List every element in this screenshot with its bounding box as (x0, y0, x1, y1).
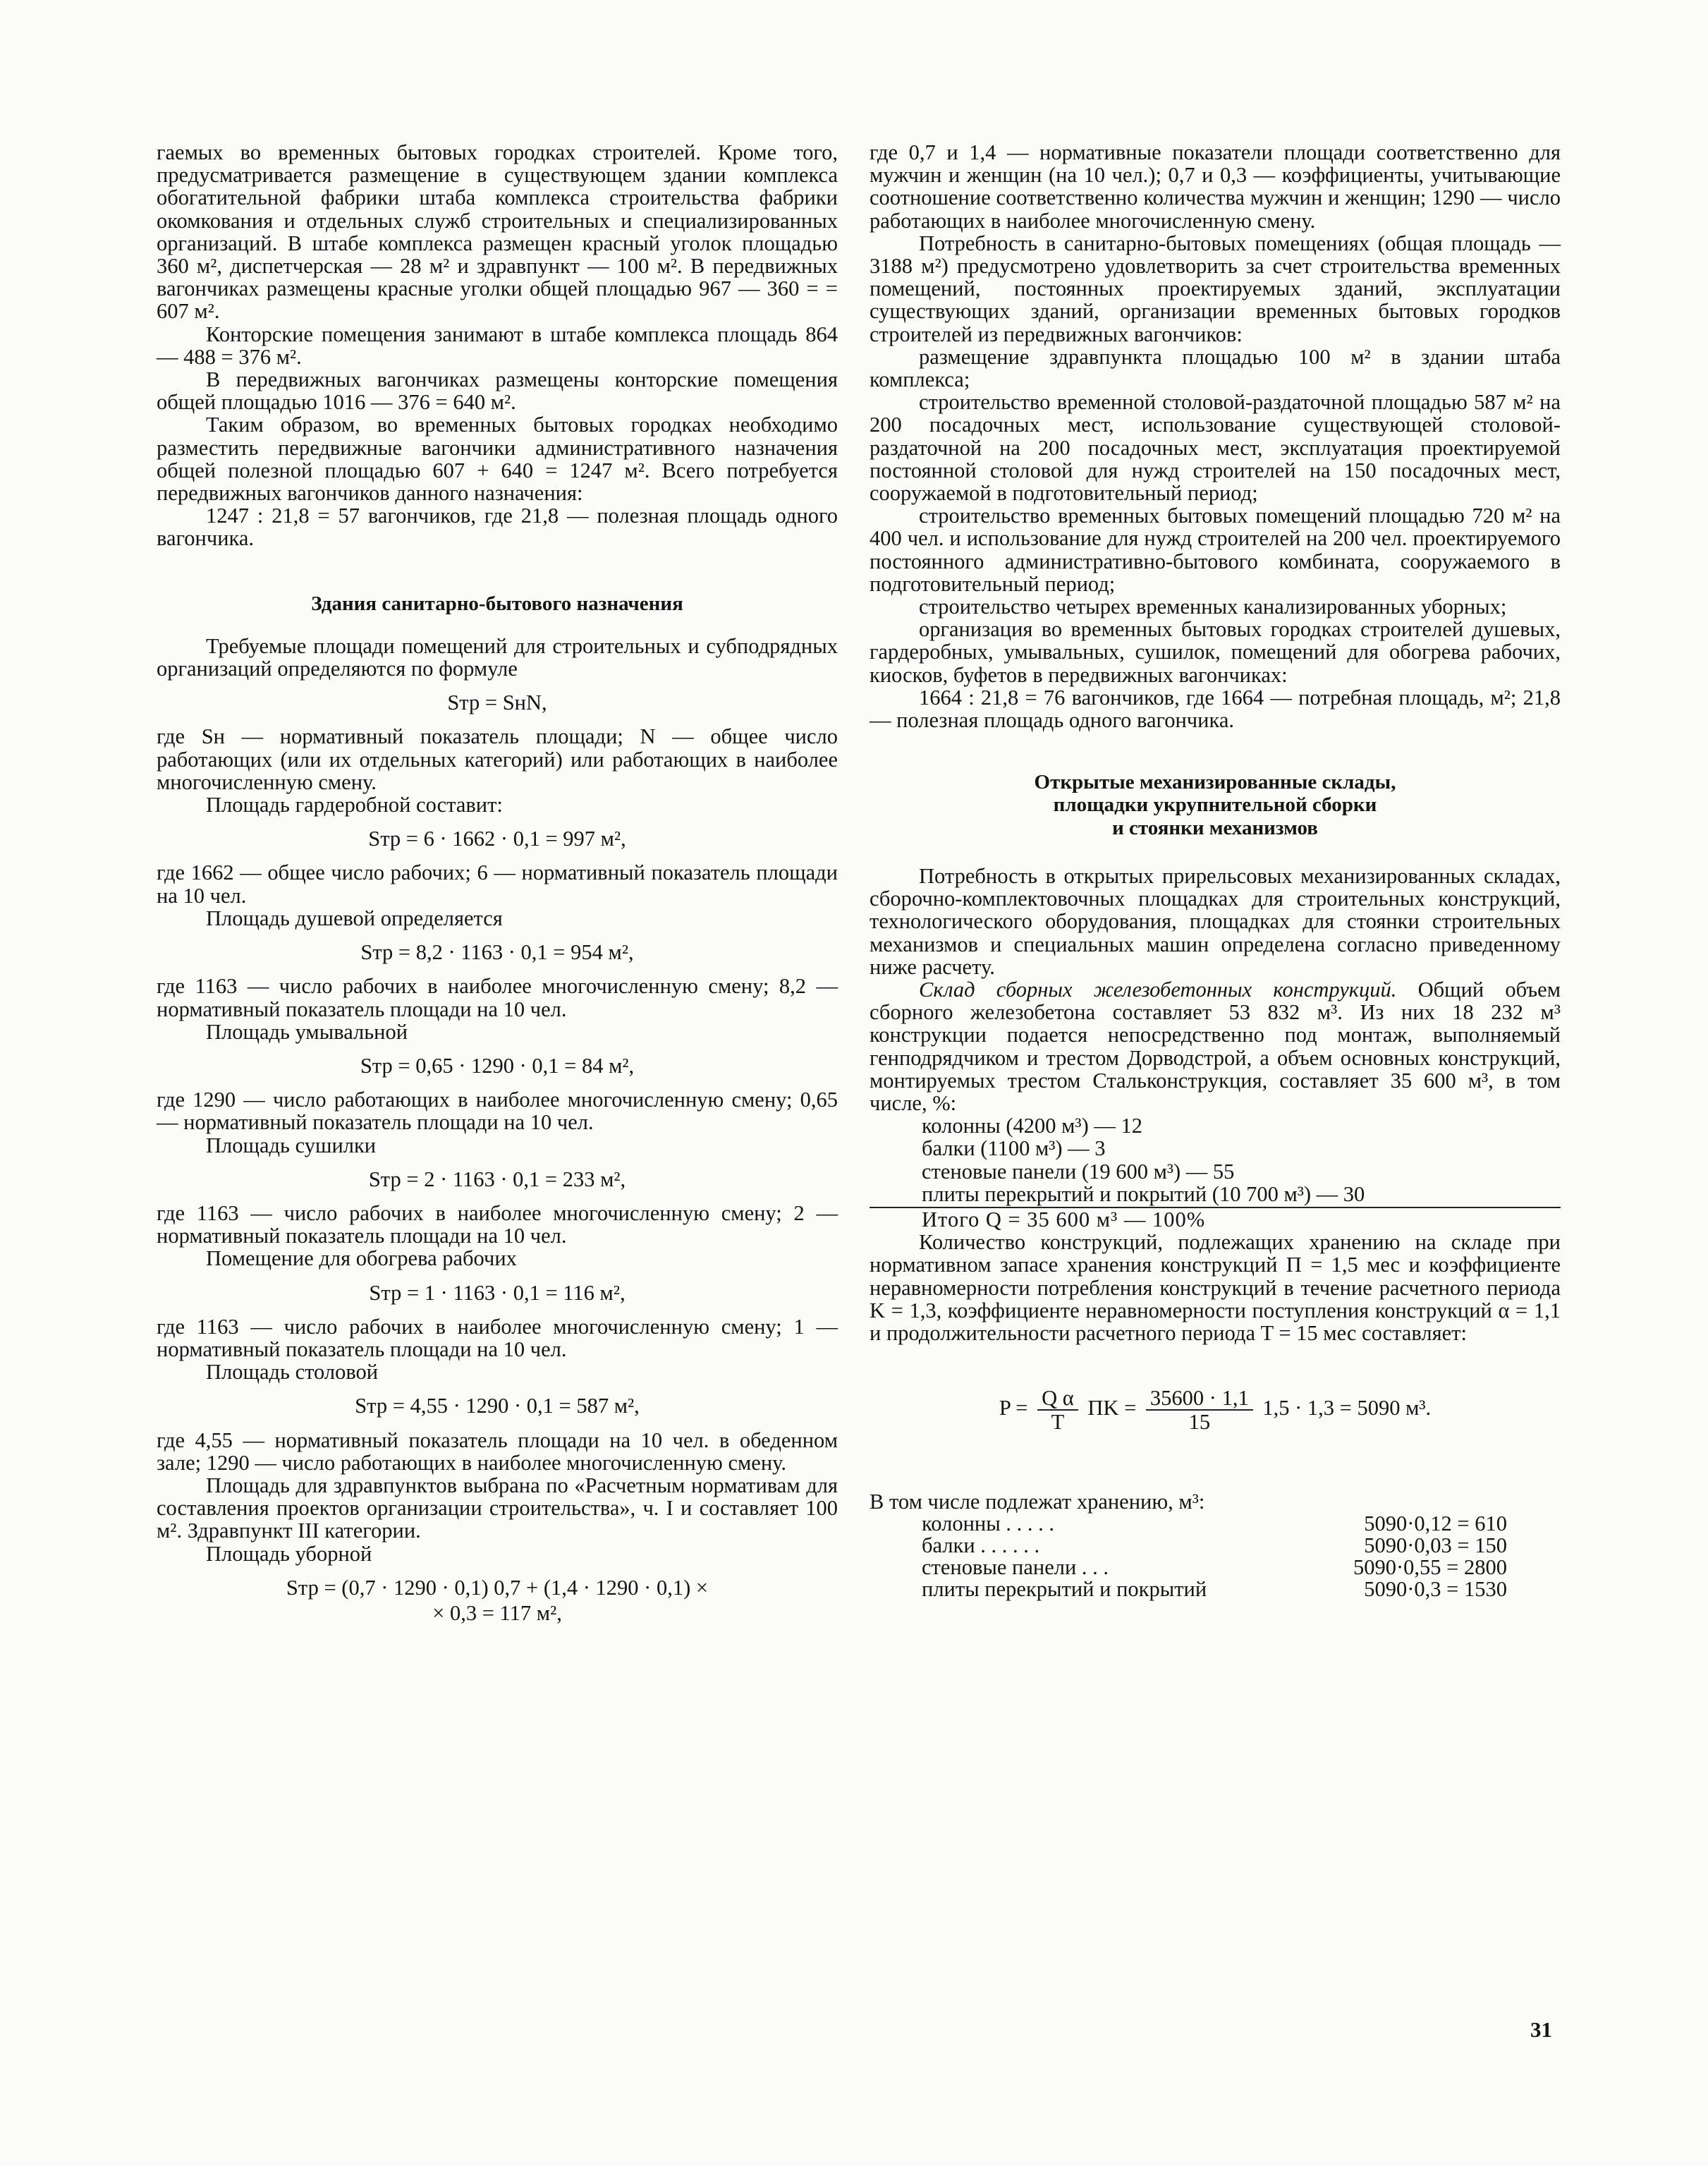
formula: Sтр = 6 · 1662 · 0,1 = 997 м², (368, 827, 626, 851)
storage-label: плиты перекрытий и покрытий (922, 1576, 1207, 1601)
section-heading (870, 771, 1561, 839)
formula: Sтр = 2 · 1163 · 0,1 = 233 м², (368, 1167, 626, 1191)
storage-value: 5090·0,55 = 2800 (1353, 1554, 1507, 1579)
formula: Sтр = SнN, (447, 690, 547, 715)
numerator: Q α (1037, 1387, 1078, 1411)
paragraph (870, 978, 1561, 1114)
right-column (870, 141, 1561, 1600)
storage-value: 5090·0,3 = 1530 (1364, 1576, 1507, 1601)
denominator: T (1051, 1410, 1065, 1435)
list-item: балки (1100 м³) — 3 (922, 1136, 1106, 1161)
paragraph: строительство четырех временных канализированных уборных; (919, 595, 1507, 619)
paragraph: где 4,55 — нормативный показатель площади на 10 чел. в обеденном зале; 1290 — число работающих в наиболее многочисленную смену. (157, 1428, 838, 1475)
italic-lead: Склад сборных железобетонных конструкций. (919, 977, 1397, 1002)
formula: × 0,3 = 117 м², (432, 1600, 562, 1625)
storage-intro: В том числе подлежат хранению, м³: (870, 1489, 1205, 1514)
paragraph: Площадь уборной (206, 1541, 372, 1566)
paragraph: Площадь душевой определяется (206, 906, 503, 930)
paragraph: где 0,7 и 1,4 — нормативные показатели площади соответственно для мужчин и женщин (на 10 чел.); 0,7 и 0,3 — коэффициенты, учитывающие соотношение соответственно количества мужчин и женщин; 1290 — число работающих в наиболее многочисленную смену. (870, 140, 1561, 233)
paragraph: Площадь столовой (206, 1360, 379, 1385)
list-item: стеновые панели (19 600 м³) — 55 (922, 1159, 1235, 1184)
formula: Sтр = 1 · 1163 · 0,1 = 116 м², (369, 1280, 626, 1305)
paragraph: Площадь умывальной (206, 1019, 408, 1044)
storage-label: стеновые панели . . . (922, 1554, 1109, 1579)
storage-table (870, 1513, 1561, 1600)
formula: Sтр = (0,7 · 1290 · 0,1) 0,7 + (1,4 · 1290 · 0,1) × (286, 1575, 709, 1600)
heading-line: и стоянки механизмов (1112, 816, 1318, 839)
storage-value: 5090·0,03 = 150 (1364, 1533, 1507, 1557)
formula: Sтр = 4,55 · 1290 · 0,1 = 587 м², (355, 1394, 640, 1418)
storage-formula (870, 1387, 1561, 1433)
composition-list (870, 1114, 1561, 1205)
numerator: 35600 · 1,1 (1146, 1387, 1253, 1411)
paragraph: где 1163 — число рабочих в наиболее многочисленную смену; 2 — нормативный показатель площади на 10 чел. (157, 1200, 838, 1248)
formula-mid: ПK = (1087, 1396, 1137, 1420)
paragraph: где 1662 — общее число рабочих; 6 — нормативный показатель площади на 10 чел. (157, 860, 838, 908)
page-number: 31 (1530, 2017, 1552, 2042)
fraction (1146, 1387, 1253, 1433)
formula: Sтр = 0,65 · 1290 · 0,1 = 84 м², (360, 1053, 635, 1078)
paragraph: размещение здравпункта площадью 100 м² в здании штаба комплекса; (870, 344, 1561, 392)
storage-label: колонны . . . . . (922, 1511, 1054, 1535)
fraction (1037, 1387, 1078, 1433)
paragraph: 1664 : 21,8 = 76 вагончиков, где 1664 — потребная площадь, м²; 21,8 — полезная площадь одного вагончика. (870, 685, 1561, 733)
paragraph-rest: Общий объем сборного железобетона составляет 53 832 м³. Из них 18 232 м³ конструкции подается непосредственно под монтаж, выполняемый генподрядчиком и трестом Дорводстрой, а объем основных конструкций, монтируемых трестом Стальконструкция, составляет 35 600 м³, в том числе, %: (870, 977, 1561, 1115)
paragraph: Конторские помещения занимают в штабе комплекса площадь 864 — 488 = 376 м². (157, 322, 838, 369)
paragraph: организация во временных бытовых городках строителей душевых, гардеробных, умывальных, сушилок, помещений для обогрева рабочих, киосков, буфетов в передвижных вагончиках: (870, 617, 1561, 687)
paragraph: гаемых во временных бытовых городках строителей. Кроме того, предусматривается размещение в существующем здании комплекса обогатительной фабрики штаба комплекса строительства фабрики окомкования и отдельных служб строительных и специализированных организаций. В штабе комплекса размещен красный уголок площадью 360 м², диспетчерская — 28 м² и здравпункт — 100 м². В передвижных вагончиках размещены красные уголки общей площадью 967 — 360 = = 607 м². (157, 140, 838, 324)
paragraph: строительство временных бытовых помещений площадью 720 м² на 400 чел. и использование для нужд строителей на 200 чел. проектируемого постоянного административно-бытового комбината, сооружаемого в подготовительный период; (870, 504, 1561, 596)
paragraph: Потребность в открытых прирельсовых механизированных складах, сборочно-комплектовочных площадках для строительных конструкций, технологического оборудования, площадках для стоянки строительных механизмов и специальных машин определена согласно приведенному ниже расчету. (870, 863, 1561, 979)
paragraph: Потребность в санитарно-бытовых помещениях (общая площадь — 3188 м²) предусмотрено удовлетворить за счет строительства временных помещений, постоянных проектируемых зданий, эксплуатации существующих зданий, организации временных бытовых городков строителей из передвижных вагончиков: (870, 231, 1561, 346)
section-heading: Здания санитарно-бытового назначения (311, 592, 683, 615)
paragraph: Площадь сушилки (206, 1133, 377, 1157)
paragraph: строительство временной столовой-раздаточной площадью 587 м² на 200 посадочных мест, использование существующей столовой-раздаточной на 200 посадочных мест, эксплуатация проектируемой постоянной столовой для нужд строителей на 150 посадочных мест, сооружаемой в подготовительный период; (870, 390, 1561, 506)
paragraph: Площадь для здравпунктов выбрана по «Расчетным нормативам для составления проектов организации строительства», ч. I и составляет 100 м². Здравпункт III категории. (157, 1473, 838, 1543)
formula-tail: 1,5 · 1,3 = 5090 м³. (1262, 1396, 1432, 1420)
paragraph: В передвижных вагончиках размещены конторские помещения общей площадью 1016 — 376 = 640 м². (157, 367, 838, 415)
left-column (157, 141, 838, 1636)
paragraph: Таким образом, во временных бытовых городках необходимо разместить передвижные вагончики административного назначения общей полезной площадью 607 + 640 = 1247 м². Всего потребуется передвижных вагончиков данного назначения: (157, 413, 838, 506)
list-item: колонны (4200 м³) — 12 (922, 1114, 1142, 1138)
heading-line: площадки укрупнительной сборки (1053, 793, 1377, 817)
paragraph: где 1290 — число работающих в наиболее многочисленную смену; 0,65 — нормативный показатель площади на 10 чел. (157, 1088, 838, 1135)
formula-lhs: P = (999, 1396, 1028, 1420)
paragraph: где Sн — нормативный показатель площади; N — общее число работающих (или их отдельных категорий) или работающих в наиболее многочисленную смену. (157, 724, 838, 794)
paragraph: Количество конструкций, подлежащих хранению на складе при нормативном запасе хранения конструкций П = 1,5 мес и коэффициенте неравномерности потребления конструкций в течение расчетного периода K = 1,3, коэффициенте неравномерности поступления конструкций α = 1,1 и продолжительности расчетного периода T = 15 мес составляет: (870, 1230, 1561, 1345)
paragraph: Помещение для обогрева рабочих (206, 1246, 517, 1271)
list-item: плиты перекрытий и покрытий (10 700 м³) — 30 (922, 1181, 1365, 1206)
paragraph: где 1163 — число рабочих в наиболее многочисленную смену; 8,2 — нормативный показатель площади на 10 чел. (157, 974, 838, 1021)
storage-value: 5090·0,12 = 610 (1364, 1511, 1507, 1535)
denominator: 15 (1188, 1410, 1211, 1435)
paragraph: где 1163 — число рабочих в наиболее многочисленную смену; 1 — нормативный показатель площади на 10 чел. (157, 1314, 838, 1361)
storage-label: балки . . . . . . (922, 1533, 1040, 1557)
paragraph: 1247 : 21,8 = 57 вагончиков, где 21,8 — полезная площадь одного вагончика. (157, 504, 838, 551)
paragraph: Требуемые площади помещений для строительных и субподрядных организаций определяются по формуле (157, 633, 838, 681)
total-line: Итого Q = 35 600 м³ — 100% (922, 1207, 1206, 1231)
formula: Sтр = 8,2 · 1163 · 0,1 = 954 м², (360, 940, 634, 965)
heading-line: Открытые механизированные склады, (1034, 771, 1396, 794)
paragraph: Площадь гардеробной составит: (206, 793, 503, 817)
